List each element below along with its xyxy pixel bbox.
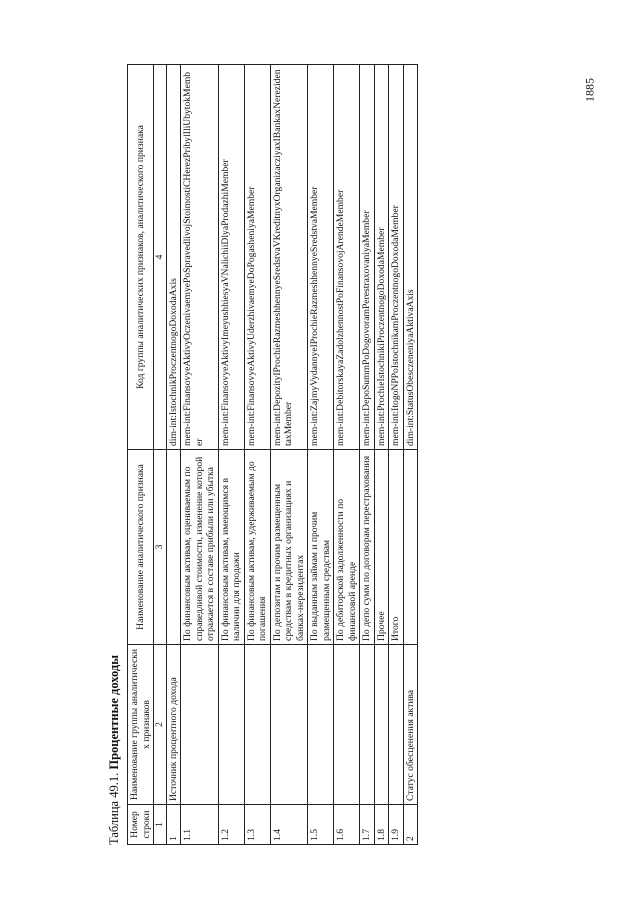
row-group: [360, 645, 375, 805]
page-number: [578, 70, 602, 110]
row-number: 1.5: [308, 805, 334, 845]
row-code: mem-int:FinansovyeAktivyUderzhivaemyeDoPogasheniyaMember: [244, 65, 270, 450]
table-caption: [105, 65, 123, 845]
row-number: 1.9: [389, 805, 404, 845]
analytics-table: [127, 64, 418, 845]
row-code: mem-int:ZajmyVydannyeIProchieRazmeshhennyeSredstvaMember: [308, 65, 334, 450]
table-header-row: [128, 65, 154, 845]
table-row: [389, 65, 404, 845]
row-group: Источник процентного дохода: [166, 645, 181, 805]
header-feature-name: Наименование аналитического признака: [128, 450, 154, 645]
row-number: 1.4: [270, 805, 308, 845]
row-group: [389, 645, 404, 805]
row-group: [244, 645, 270, 805]
row-number: 1: [166, 805, 181, 845]
rotated-page-content: [105, 65, 575, 845]
row-group: [218, 645, 244, 805]
table-row: [334, 65, 360, 845]
row-code: mem-int:FinansovyeAktivyOczenivaemyePoSpravedlivojStoimostiCHerezPribylIliUbytokMember: [181, 65, 219, 450]
row-group: [270, 645, 308, 805]
row-group: [334, 645, 360, 805]
table-row: [166, 65, 181, 845]
header-code: Код группы аналитических признаков, аналитического признака: [128, 65, 154, 450]
row-number: 2: [403, 805, 418, 845]
row-code: mem-int:FinansovyeAktivyImeyushhiesyaVNalichiiDlyaProdazhiMember: [218, 65, 244, 450]
row-number: 1.2: [218, 805, 244, 845]
row-code: dim-int:StatusObesczeneniyaAktivaAxis: [403, 65, 418, 450]
column-index: 3: [154, 450, 167, 645]
row-group: [181, 645, 219, 805]
row-code: mem-int:DebitorskayaZadolzhennostPoFinansovojArendeMember: [334, 65, 360, 450]
row-number: 1.6: [334, 805, 360, 845]
row-code: mem-int:ItogoNPPoIstochnikamProczentnogoDoxodaMember: [389, 65, 404, 450]
row-feature: Прочее: [374, 450, 389, 645]
table-row: [360, 65, 375, 845]
row-feature: По депозитам и прочим размещенным средствам в кредитных организациях и банках-нерезидентах: [270, 450, 308, 645]
row-feature: [166, 450, 181, 645]
row-feature: По выданным займам и прочим размещенным средствам: [308, 450, 334, 645]
page-number-text: 1885: [582, 78, 597, 102]
column-index: 2: [154, 645, 167, 805]
row-feature: По финансовым активам, оцениваемым по справедливой стоимости, изменение которой отражается в составе прибыли или убытка: [181, 450, 219, 645]
column-index: 1: [154, 805, 167, 845]
row-number: 1.3: [244, 805, 270, 845]
table-row: [218, 65, 244, 845]
row-code: dim-int:IstochnikProczentnogoDoxodaAxis: [166, 65, 181, 450]
caption-prefix: Таблица 49.1.: [107, 772, 121, 845]
table-row: [308, 65, 334, 845]
row-group: [308, 645, 334, 805]
row-group: [374, 645, 389, 805]
header-group-name: Наименование группы аналитических признаков: [128, 645, 154, 805]
header-row-number: Номер строки: [128, 805, 154, 845]
row-number: 1.1: [181, 805, 219, 845]
caption-title: Процентные доходы: [107, 654, 121, 770]
row-code: mem-int:ProchieIstochnikiProczentnogoDoxodaMember: [374, 65, 389, 450]
row-number: 1.7: [360, 805, 375, 845]
row-feature: Итого: [389, 450, 404, 645]
table-row: [403, 65, 418, 845]
row-feature: По депо сумм по договорам перестрахования: [360, 450, 375, 645]
table-row: [374, 65, 389, 845]
table-row: [181, 65, 219, 845]
row-group: Статус обесценения актива: [403, 645, 418, 805]
row-feature: По финансовым активам, имеющимся в наличии для продажи: [218, 450, 244, 645]
row-code: mem-int:DepozityIProchieRazmeshhennyeSredstvaVKreditnyxOrganizacziyaxIBankaxNerezidentaxMember: [270, 65, 308, 450]
row-feature: По финансовым активам, удерживаемым до погашения: [244, 450, 270, 645]
row-feature: [403, 450, 418, 645]
column-index: 4: [154, 65, 167, 450]
row-feature: По дебиторской задолженности по финансовой аренде: [334, 450, 360, 645]
row-number: 1.8: [374, 805, 389, 845]
table-row: [244, 65, 270, 845]
row-code: mem-int:DepoSummPoDogovoramPerestraxovaniyaMember: [360, 65, 375, 450]
table-row: [270, 65, 308, 845]
column-index-row: [154, 65, 167, 845]
